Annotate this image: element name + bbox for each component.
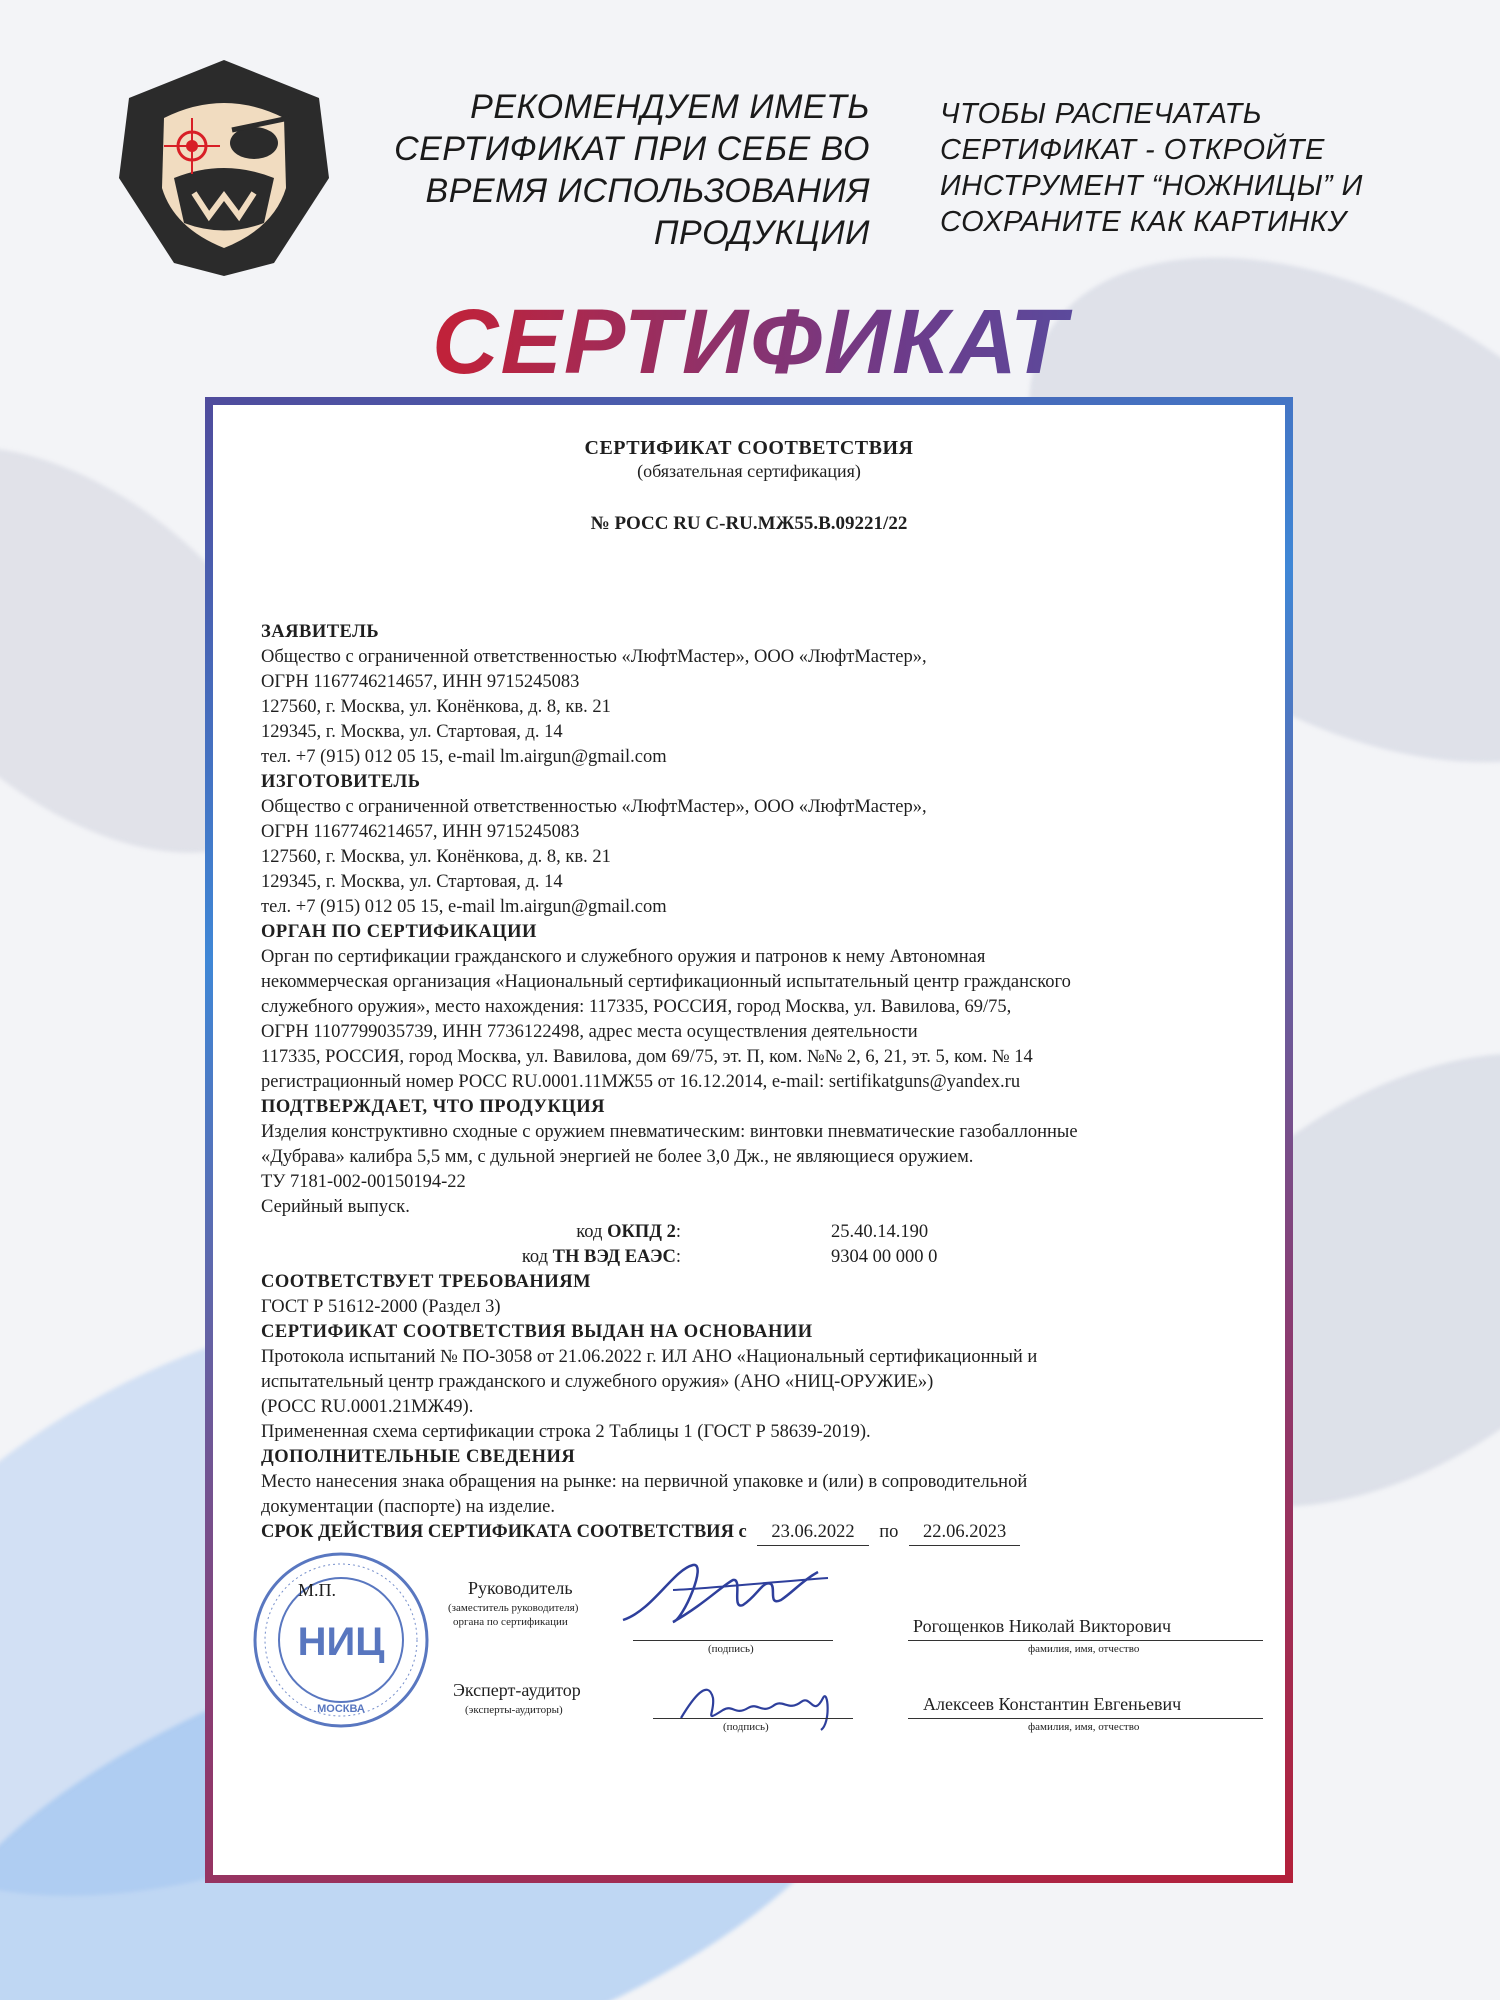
text-line: Место нанесения знака обращения на рынке: на первичной упаковке и (или) в сопроводительной <box>261 1472 1028 1492</box>
text-line: (РОСС RU.0001.21МЖ49). <box>261 1397 474 1417</box>
text-line: регистрационный номер РОСС RU.0001.11МЖ55 от 16.12.2014, e-mail: sertifikatguns@yandex.ru <box>261 1072 1021 1092</box>
expert-signature-line <box>653 1718 853 1719</box>
text-line: 127560, г. Москва, ул. Конёнкова, д. 8, кв. 21 <box>261 847 611 867</box>
validity-to: 22.06.2023 <box>909 1520 1020 1546</box>
text-line: ОГРН 1167746214657, ИНН 9715245083 <box>261 822 580 842</box>
text-line: Изделия конструктивно сходные с оружием пневматическим: винтовки пневматические газобаллонные <box>261 1122 1078 1142</box>
certificate-frame <box>205 397 1293 1883</box>
text-line: ОГРН 1107799035739, ИНН 7736122498, адрес места осуществления деятельности <box>261 1022 918 1042</box>
certificate-number: № РОСС RU C-RU.МЖ55.В.09221/22 <box>590 513 908 534</box>
expert-role: Эксперт-аудитор <box>453 1680 581 1700</box>
head-signature-line <box>633 1640 833 1641</box>
text-line: ГОСТ Р 51612-2000 (Раздел 3) <box>261 1297 501 1317</box>
text-line: «Дубрава» калибра 5,5 мм, с дульной энергией не более 3,0 Дж., не являющиеся оружием. <box>261 1147 974 1167</box>
head-name-caption: фамилия, имя, отчество <box>1028 1643 1140 1655</box>
recommendation-note: РЕКОМЕНДУЕМ ИМЕТЬ СЕРТИФИКАТ ПРИ СЕБЕ ВО ВРЕМЯ ИСПОЛЬЗОВАНИЯ ПРОДУКЦИИ <box>394 88 870 252</box>
text-line: Протокола испытаний № ПО-3058 от 21.06.2022 г. ИЛ АНО «Национальный сертификационный и <box>261 1347 1038 1367</box>
product-code-value: 25.40.14.190 <box>831 1222 929 1242</box>
text-line: испытательный центр гражданского и служебного оружия» (АНО «НИЦ-ОРУЖИЕ») <box>261 1372 934 1392</box>
certificate-title: СЕРТИФИКАТ СООТВЕТСТВИЯ <box>584 437 914 459</box>
code-prefix: код <box>521 1247 553 1267</box>
certification-seal-icon <box>251 1550 431 1730</box>
stamp-place-label: М.П. <box>298 1580 337 1600</box>
expert-name: Алексеев Константин Евгеньевич <box>923 1694 1182 1714</box>
product-code-key <box>261 1220 701 1245</box>
text-line: Серийный выпуск. <box>261 1197 410 1217</box>
code-name: ОКПД 2 <box>607 1222 676 1242</box>
text-line: Примененная схема сертификации строка 2 Таблицы 1 (ГОСТ Р 58639-2019). <box>261 1422 871 1442</box>
text-line: тел. +7 (915) 012 05 15, e-mail lm.airgun@gmail.com <box>261 897 667 917</box>
head-role-sub1: (заместитель руководителя) <box>448 1602 579 1614</box>
page-title: СЕРТИФИКАТ <box>0 290 1500 395</box>
text-line: тел. +7 (915) 012 05 15, e-mail lm.airgun@gmail.com <box>261 747 667 767</box>
expert-name-line <box>908 1718 1263 1719</box>
lion-logo-icon <box>114 58 334 278</box>
print-instruction-note: ЧТОБЫ РАСПЕЧАТАТЬ СЕРТИФИКАТ - ОТКРОЙТЕ ИНСТРУМЕНТ “НОЖНИЦЫ” И СОХРАНИТЕ КАК КАРТИНКУ <box>940 98 1363 238</box>
text-line: 117335, РОССИЯ, город Москва, ул. Вавилова, дом 69/75, эт. П, ком. №№ 2, 6, 21, эт. 5, ком. № 14 <box>261 1047 1033 1067</box>
product-code-row <box>261 1220 1261 1245</box>
head-signature-caption: (подпись) <box>708 1643 754 1655</box>
product-code-key <box>261 1245 701 1270</box>
text-line: ОГРН 1167746214657, ИНН 9715245083 <box>261 672 580 692</box>
expert-name-caption: фамилия, имя, отчество <box>1028 1721 1140 1733</box>
section-heading: ИЗГОТОВИТЕЛЬ <box>261 772 421 792</box>
head-name-line <box>908 1640 1263 1641</box>
validity-from: 23.06.2022 <box>757 1520 868 1546</box>
signatures-block <box>213 1550 1285 1750</box>
product-code-value: 9304 00 000 0 <box>831 1247 938 1267</box>
text-line: ТУ 7181-002-00150194-22 <box>261 1172 466 1192</box>
certificate-document <box>213 405 1285 1875</box>
section-heading: ПОДТВЕРЖДАЕТ, ЧТО ПРОДУКЦИЯ <box>261 1097 606 1117</box>
expert-role-sub: (эксперты-аудиторы) <box>465 1704 563 1716</box>
head-signature-icon <box>613 1550 833 1640</box>
validity-period <box>261 1520 1261 1546</box>
text-line: документации (паспорте) на изделие. <box>261 1497 555 1517</box>
code-prefix: код <box>576 1222 608 1242</box>
head-role: Руководитель <box>468 1578 573 1598</box>
certificate-subtitle: (обязательная сертификация) <box>637 461 861 481</box>
text-line: Общество с ограниченной ответственностью «ЛюфтМастер», ООО «ЛюфтМастер», <box>261 647 927 667</box>
code-colon: : <box>675 1247 681 1267</box>
expert-signature-caption: (подпись) <box>723 1721 769 1733</box>
validity-label: СРОК ДЕЙСТВИЯ СЕРТИФИКАТА СООТВЕТСТВИЯ с <box>261 1522 747 1542</box>
text-line: служебного оружия», место нахождения: 117335, РОССИЯ, город Москва, ул. Вавилова, 69/75, <box>261 997 1012 1017</box>
section-heading: ЗАЯВИТЕЛЬ <box>261 622 380 642</box>
text-line: Орган по сертификации гражданского и служебного оружия и патронов к нему Автономная <box>261 947 986 967</box>
text-line: 129345, г. Москва, ул. Стартовая, д. 14 <box>261 872 563 892</box>
code-colon: : <box>675 1222 681 1242</box>
seal-center-text: НИЦ <box>297 1620 385 1664</box>
text-line: Общество с ограниченной ответственностью «ЛюфтМастер», ООО «ЛюфтМастер», <box>261 797 927 817</box>
text-line: 127560, г. Москва, ул. Конёнкова, д. 8, кв. 21 <box>261 697 611 717</box>
text-line: 129345, г. Москва, ул. Стартовая, д. 14 <box>261 722 563 742</box>
section-heading: ОРГАН ПО СЕРТИФИКАЦИИ <box>261 922 537 942</box>
head-name: Рогощенков Николай Викторович <box>913 1616 1172 1636</box>
code-name: ТН ВЭД ЕАЭС <box>552 1247 676 1267</box>
product-code-row <box>261 1245 1261 1270</box>
certificate-body <box>261 620 1261 1546</box>
validity-to-label: по <box>879 1522 899 1542</box>
section-heading: ДОПОЛНИТЕЛЬНЫЕ СВЕДЕНИЯ <box>261 1447 576 1467</box>
section-heading: СООТВЕТСТВУЕТ ТРЕБОВАНИЯМ <box>261 1272 592 1292</box>
section-heading: СЕРТИФИКАТ СООТВЕТСТВИЯ ВЫДАН НА ОСНОВАНИИ <box>261 1322 813 1342</box>
head-role-sub2: органа по сертификации <box>453 1616 568 1628</box>
seal-city-text: МОСКВА <box>317 1703 365 1715</box>
text-line: некоммерческая организация «Национальный сертификационный испытательный центр гражданского <box>261 972 1071 992</box>
